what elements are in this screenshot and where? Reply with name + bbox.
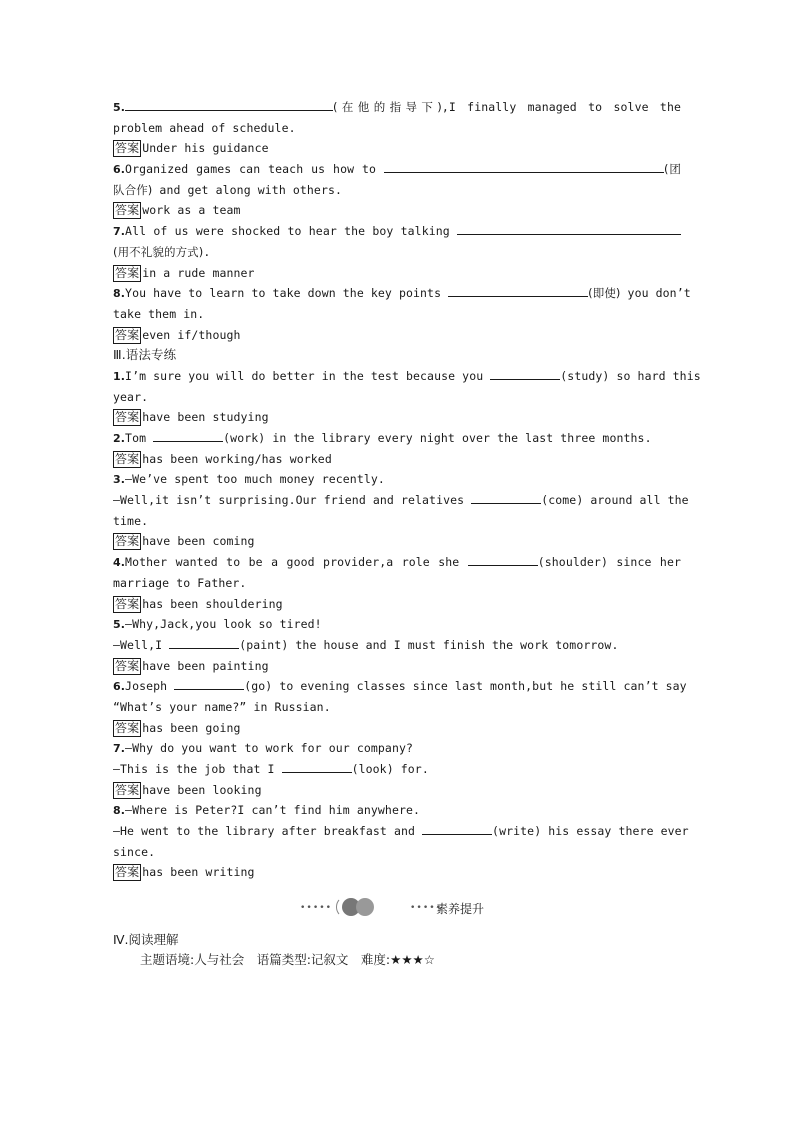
reading-meta: 主题语境:人与社会 语篇类型:记叙文 难度:★★★☆ (140, 952, 435, 967)
twin-circles-icon (336, 896, 378, 918)
answer-blank[interactable] (448, 285, 588, 297)
answer-7: 答案 in a rude manner (115, 265, 255, 280)
question-6: 6.Organized games can teach us how to (团 (113, 162, 682, 177)
grammar-7: 7.—Why do you want to work for our company? (113, 741, 414, 756)
answer-badge: 答案 (115, 141, 140, 156)
answer-blank[interactable] (468, 554, 538, 566)
grammar-answer-8: 答案 has been writing (115, 865, 255, 880)
grammar-4: 4.Mother wanted to be a good provider,a role she (shoulder) since her (113, 555, 681, 570)
answer-blank[interactable] (457, 223, 681, 235)
answer-blank[interactable] (471, 492, 541, 504)
grammar-answer-2: 答案 has been working/has worked (115, 451, 332, 466)
dots-right-icon: ••••• (410, 903, 443, 913)
answer-5: 答案 Under his guidance (115, 141, 269, 156)
banner-title: 素养提升 (436, 902, 485, 916)
worksheet-body: 5. (在他的指导下),I finally managed to solve the problem ahead of schedule. 答案 Under his guidance 6.Organized games can teach us how to (团 队合作) and get along with others. 答案 work as a team 7.All of us were shocked to hear the boy talking (用不礼貌的方式). 答案 in a rude manner 8.You have to learn to take down the key points (即使) you don’t take them in. 答案 even if/though Ⅲ.语法专练 1.I’m sure you will do better in the test because you (study) so hard this year. 答案 have been studying 2.Tom (work) in the library every night over the last three months. 答案 has been working/has worked 3.—We’ve spent too much money recently. —Well,it isn’t surprising.Our friend and relatives (come) around all the time. 答案 have been coming 4.Mother wanted to be a good provider,a role she (shoulder) since her marriage to Father. 答案 has been shouldering 5.—Why,Jack,you look so tired! —Well,I (paint) the house and I must finish the work tomorrow. 答案 have been painting 6.Joseph (go) to evening classes since last month,but he still can’t say “What’s your name?” in Russian. 答案 has been going 7.—Why do you want to work for our company? —This is the job that I (look) for. 答案 have been looking 8.—Where is Peter?I can’t find him anywhere. —He went to the library after breakfast and (write) his essay there ever since. 答案 has been writing (113, 97, 681, 883)
question-5: 5. (在他的指导下),I finally managed to solve the (113, 100, 681, 114)
grammar-answer-4: 答案 has been shouldering (115, 596, 283, 611)
answer-blank[interactable] (384, 161, 664, 173)
answer-blank[interactable] (125, 99, 333, 111)
answer-blank[interactable] (422, 823, 492, 835)
grammar-answer-1: 答案 have been studying (115, 410, 269, 425)
section-heading-reading: Ⅳ.阅读理解 (113, 932, 179, 947)
answer-blank[interactable] (169, 637, 239, 649)
grammar-3: 3.—We’ve spent too much money recently. (113, 472, 385, 487)
answer-blank[interactable] (153, 430, 223, 442)
grammar-6: 6.Joseph (go) to evening classes since last month,but he still can’t say (113, 679, 687, 694)
grammar-answer-7: 答案 have been looking (115, 782, 262, 797)
grammar-2: 2.Tom (work) in the library every night over the last three months. (113, 431, 652, 445)
answer-blank[interactable] (174, 678, 244, 690)
grammar-5: 5.—Why,Jack,you look so tired! (113, 617, 322, 632)
question-number: 5. (113, 101, 126, 114)
question-7: 7.All of us were shocked to hear the boy talking (113, 221, 681, 242)
answer-6: 答案 work as a team (115, 203, 241, 218)
answer-blank[interactable] (490, 368, 560, 380)
grammar-answer-3: 答案 have been coming (115, 534, 255, 549)
dots-left-icon: ••••• (300, 903, 333, 913)
grammar-8: 8.—Where is Peter?I can’t find him anywhere. (113, 803, 421, 818)
answer-8: 答案 even if/though (115, 327, 241, 342)
grammar-answer-5: 答案 have been painting (115, 658, 269, 673)
question-8: 8.You have to learn to take down the key points (即使) you don’t (113, 286, 691, 301)
answer-blank[interactable] (282, 761, 352, 773)
grammar-1: 1.I’m sure you will do better in the test because you (study) so hard this (113, 368, 701, 383)
grammar-answer-6: 答案 has been going (115, 720, 241, 735)
section-banner (300, 895, 500, 919)
section-heading-grammar: Ⅲ.语法专练 (113, 347, 177, 363)
